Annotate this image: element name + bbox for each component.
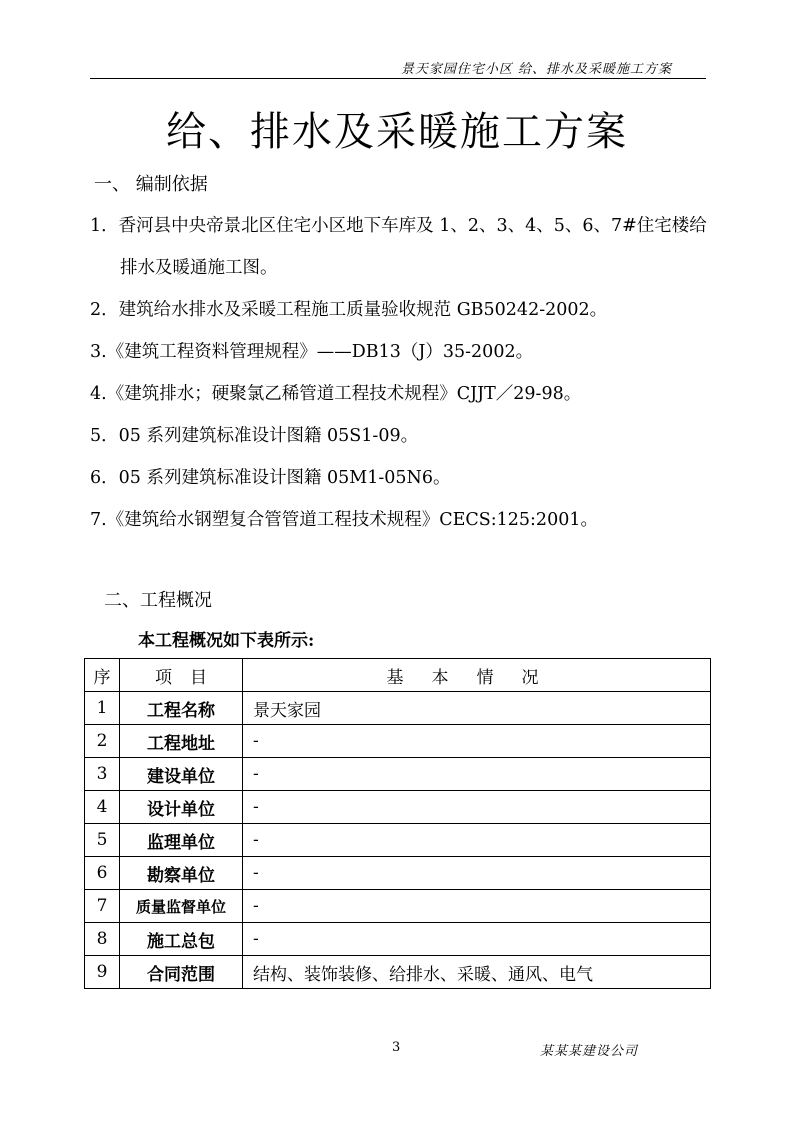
header-cell-info: 基本情况 <box>243 659 711 692</box>
basis-item-7: 7.《建筑给水钢塑复合管管道工程技术规程》CECS:125:2001。 <box>90 510 598 530</box>
table-row <box>85 725 711 758</box>
document-title: 给、排水及采暖施工方案 <box>166 109 628 155</box>
row-info: - <box>243 890 711 923</box>
basis-item-3: 3.《建筑工程资料管理规程》——DB13（J）35-2002。 <box>90 342 534 362</box>
page-number: 3 <box>392 1040 401 1055</box>
row-item: 合同范围 <box>120 956 243 989</box>
row-item: 工程地址 <box>120 725 243 758</box>
row-info: - <box>243 725 711 758</box>
page-header <box>90 56 706 79</box>
row-info: - <box>243 857 711 890</box>
basis-item-2: 2．建筑给水排水及采暖工程施工质量验收规范 GB50242-2002。 <box>90 300 608 320</box>
row-item: 建设单位 <box>120 758 243 791</box>
section-heading-overview: 二、工程概况 <box>104 590 212 611</box>
row-item: 勘察单位 <box>120 857 243 890</box>
footer-company: 某某某建设公司 <box>540 1044 639 1059</box>
overview-intro: 本工程概况如下表所示: <box>138 631 315 651</box>
header-cell-no: 序 <box>85 659 120 692</box>
row-info: - <box>243 791 711 824</box>
basis-item-5: 5．05 系列建筑标准设计图籍 05S1-09。 <box>90 426 419 446</box>
basis-item-1: 1．香河县中央帝景北区住宅小区地下车库及 1、2、3、4、5、6、7#住宅楼给 <box>90 216 707 236</box>
row-item: 质量监督单位 <box>120 890 243 923</box>
overview-table <box>84 658 711 989</box>
row-info: 结构、装饰装修、给排水、采暖、通风、电气 <box>243 956 711 989</box>
basis-item-6: 6．05 系列建筑标准设计图籍 05M1-05N6。 <box>90 468 451 488</box>
row-item: 设计单位 <box>120 791 243 824</box>
table-row <box>85 923 711 956</box>
table-row <box>85 791 711 824</box>
header-cell-item: 项目 <box>120 659 243 692</box>
row-number: 3 <box>85 758 120 791</box>
row-number: 5 <box>85 824 120 857</box>
row-number: 4 <box>85 791 120 824</box>
basis-item-1-cont: 排水及暖通施工图。 <box>120 258 278 278</box>
table-row <box>85 890 711 923</box>
row-info: - <box>243 758 711 791</box>
table-header-row <box>85 659 711 692</box>
basis-item-4: 4.《建筑排水；硬聚氯乙稀管道工程技术规程》CJJT／29-98。 <box>90 384 582 404</box>
table-row <box>85 824 711 857</box>
row-info: - <box>243 824 711 857</box>
row-item: 工程名称 <box>120 692 243 725</box>
table-row <box>85 956 711 989</box>
table-row <box>85 857 711 890</box>
row-item: 监理单位 <box>120 824 243 857</box>
table-row <box>85 692 711 725</box>
row-number: 8 <box>85 923 120 956</box>
row-info: 景天家园 <box>243 692 711 725</box>
row-number: 6 <box>85 857 120 890</box>
row-number: 7 <box>85 890 120 923</box>
section-heading-basis: 一、 编制依据 <box>94 174 208 195</box>
table-row <box>85 758 711 791</box>
row-number: 9 <box>85 956 120 989</box>
row-item: 施工总包 <box>120 923 243 956</box>
row-number: 1 <box>85 692 120 725</box>
row-info: - <box>243 923 711 956</box>
header-text: 景天家园住宅小区 给、排水及采暖施工方案 <box>400 62 672 77</box>
row-number: 2 <box>85 725 120 758</box>
